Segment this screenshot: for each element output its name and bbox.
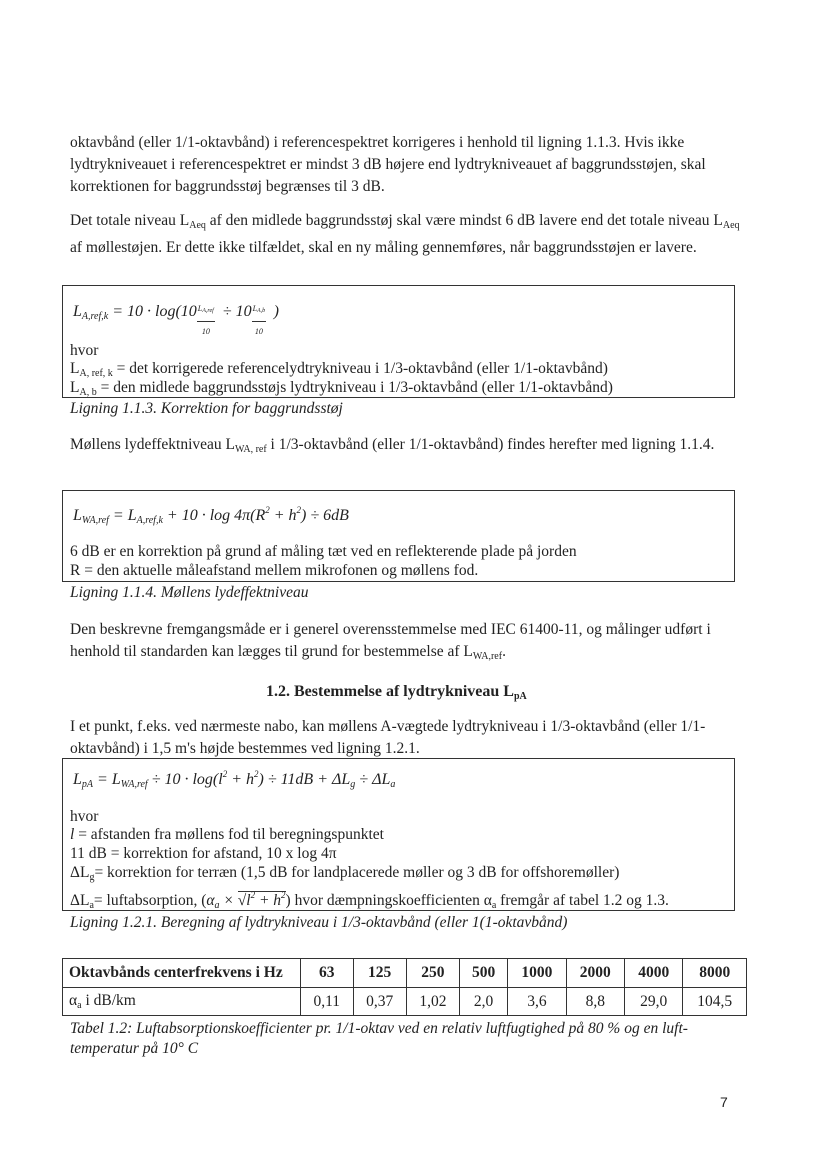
- table-cell: 8,8: [566, 988, 624, 1016]
- equation-1-2-1-definition-1: l = afstanden fra møllens fod til beregningspunktet: [70, 826, 384, 843]
- table-cell: 29,0: [624, 988, 682, 1016]
- equation-1-1-3-definition-1: $L_{A, ref, k} = \det$ korrigerede referencelydtrykniveau i 1/3-oktavbånd (eller 1/1-oktavbånd): [70, 360, 608, 379]
- equation-1-1-4-definition-1: 6 dB er en korrektion på grund af måling tæt ved en reflekterende plade på jorden: [70, 543, 577, 560]
- equation-1-1-3-definition-2: $L_{A, b}$ = den midlede baggrundsstøjs lydtrykniveau i 1/3-oktavbånd (eller 1/1-oktavbånd): [70, 379, 613, 398]
- paragraph-5: I et punkt, f.eks. ved nærmeste nabo, kan møllens A-vægtede lydtrykniveau i 1/3-oktavbånd (eller 1/1-oktavbånd) i 1,5 m's højde bestemmes ved ligning 1.2.1.: [70, 718, 706, 757]
- table-row: [63, 988, 747, 1016]
- table-cell: 0,37: [353, 988, 406, 1016]
- intro-paragraph-1: oktavbånd (eller 1/1-oktavbånd) i referencespektret korrigeres i henhold til ligning 1.1.3. Hvis ikke lydtrykniveauet i referencespektret er mindst 3 dB højere end lydtrykniveauet af baggrundsstøjen, skal korrektionen for baggrundsstøj begrænses til 3 dB.: [70, 134, 706, 195]
- table-cell: 104,5: [683, 988, 747, 1016]
- equation-1-2-1-formula: $L_{pA} = L_{WA,ref} \div 10 \cdot \log(l^2 + h^2) \div 11dB + \Delta L_g \div \Delta L_a$: [73, 769, 396, 790]
- table-header-row: [63, 959, 747, 988]
- equation-1-2-1-definition-2: 11 dB = korrektion for afstand, 10 x log 4π: [70, 845, 337, 862]
- equation-1-2-1-definition-4: $\Delta L_a=$ luftabsorption, $(\alpha_a \times √l^2 + h^2)$ hvor dæmpningskoefficienten $\alpha_a$ fremgår af tabel 1.2 og 1.3.: [70, 890, 669, 911]
- equation-1-1-4-definition-2: R = den aktuelle måleafstand mellem mikrofonen og møllens fod.: [70, 562, 479, 579]
- table-caption: Tabel 1.2: Luftabsorptionskoefficienter pr. 1/1-oktav ved en relativ luftfugtighed på 80 % og en luft-temperatur på 10° C: [70, 1020, 688, 1057]
- equation-1-1-3-formula: $L_{A,ref,k} = 10 \cdot \log(10$ $L_{A,ref}$ 10 ÷ 10 $\frac{L_{A,b}}{10}$ ): [73, 302, 279, 326]
- table-header-label: Oktavbånds centerfrekvens i Hz: [63, 959, 301, 988]
- equation-1-1-3-box: [62, 285, 735, 398]
- table-header-cell: 500: [460, 959, 508, 988]
- table-header-cell: 8000: [683, 959, 747, 988]
- intro-paragraph-2: Det totale niveau $L_{Aeq}$ af den midlede baggrundsstøj skal være mindst 6 dB lavere end det totale niveau $L_{Aeq}$ af møllestøjen. Er dette ikke tilfældet, skal en ny måling gennemføres, når baggrundsstøjen er lavere.: [70, 212, 740, 256]
- table-cell: 3,6: [508, 988, 566, 1016]
- equation-1-1-3-caption: Ligning 1.1.3. Korrektion for baggrundsstøj: [70, 400, 343, 417]
- paragraph-3: Møllens lydeffektniveau $L_{WA, ref}$ i 1/3-oktavbånd (eller 1/1-oktavbånd) findes herefter med ligning 1.1.4.: [70, 436, 715, 455]
- absorption-table: [62, 958, 747, 1016]
- table-cell: 0,11: [301, 988, 354, 1016]
- table-cell: 2,0: [460, 988, 508, 1016]
- paragraph-4: Den beskrevne fremgangsmåde er i generel overensstemmelse med IEC 61400-11, og målinger udført i henhold til standarden kan lægges til grund for bestemmelse af $L_{WA,ref}$.: [70, 621, 711, 662]
- equation-1-2-1-definition-3: $\Delta L_g=$ korrektion for terræn (1,5 dB for landplacerede møller og 3 dB for offshoremøller): [70, 864, 620, 883]
- equation-1-1-4-formula: $L_{WA,ref} = L_{A,ref,k} + 10 \cdot \log 4\pi(R^2 + h^2) \div 6dB$: [73, 505, 349, 526]
- table-header-cell: 2000: [566, 959, 624, 988]
- equation-1-1-4-caption: Ligning 1.1.4. Møllens lydeffektniveau: [70, 584, 309, 601]
- equation-1-2-1-caption: Ligning 1.2.1. Beregning af lydtrykniveau i 1/3-oktavbånd (eller 1(1-oktavbånd): [70, 914, 568, 931]
- table-header-cell: 4000: [624, 959, 682, 988]
- page-number: 7: [720, 1094, 728, 1110]
- equation-1-1-4-box: [62, 490, 735, 582]
- table-row-label: $\alpha_a$ i dB/km: [63, 988, 301, 1016]
- equation-1-1-3-hvor: hvor: [70, 342, 99, 359]
- table-header-cell: 1000: [508, 959, 566, 988]
- equation-1-2-1-box: [62, 758, 735, 911]
- section-heading: 1.2. Bestemmelse af lydtrykniveau $L_{pA}$: [266, 683, 527, 702]
- equation-1-2-1-hvor: hvor: [70, 808, 99, 825]
- table-header-cell: 125: [353, 959, 406, 988]
- table-header-cell: 63: [301, 959, 354, 988]
- table-header-cell: 250: [406, 959, 459, 988]
- table-cell: 1,02: [406, 988, 459, 1016]
